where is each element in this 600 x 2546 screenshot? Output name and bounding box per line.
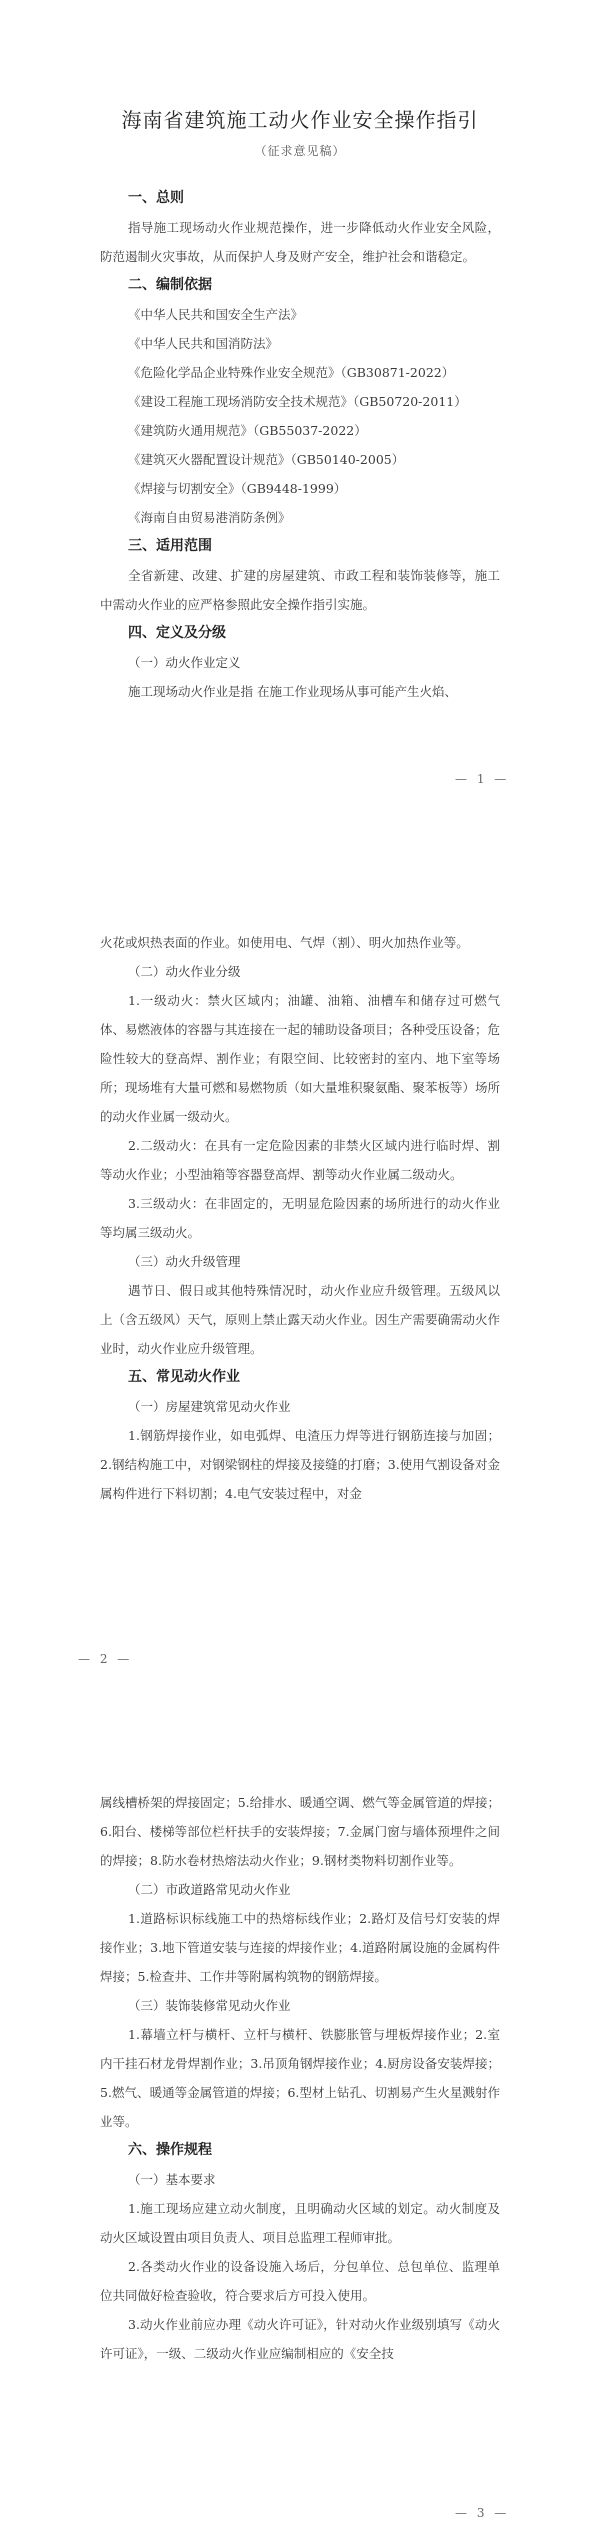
page-3-content bbox=[100, 1788, 500, 2368]
section-1-paragraph: 指导施工现场动火作业规范操作，进一步降低动火作业安全风险，防范遏制火灾事故，从而保护人身及财产安全，维护社会和谐稳定。 bbox=[100, 220, 500, 264]
requirement-2: 2.各类动火作业的设备设施入场后，分包单位、总包单位、监理单位共同做好检查验收，符合要求后方可投入使用。 bbox=[100, 2259, 500, 2303]
section-4-sub-1: （一）动火作业定义 bbox=[128, 655, 241, 670]
page-1-content bbox=[100, 184, 500, 706]
document-title: 海南省建筑施工动火作业安全操作指引 bbox=[121, 108, 479, 132]
reference-item: 《中华人民共和国安全生产法》 bbox=[128, 307, 304, 322]
page-number: — 2 — bbox=[78, 1652, 133, 1666]
grade-3-paragraph: 3.三级动火：在非固定的，无明显危险因素的场所进行的动火作业等均属三级动火。 bbox=[100, 1196, 500, 1240]
road-works-paragraph: 1.道路标识标线施工中的热熔标线作业；2.路灯及信号灯安装的焊接作业；3.地下管道安装与连接的焊接作业；4.道路附属设施的金属构件焊接；5.检查井、工作井等附属构筑物的钢筋焊接。 bbox=[100, 1911, 500, 1984]
page-3 bbox=[0, 1680, 600, 2546]
grade-2-paragraph: 2.二级动火：在具有一定危险因素的非禁火区域内进行临时焊、割等动火作业；小型油箱等容器登高焊、割等动火作业属二级动火。 bbox=[100, 1138, 500, 1182]
section-2-heading: 二、编制依据 bbox=[128, 277, 212, 293]
decoration-works-paragraph: 1.幕墙立杆与横杆、立杆与横杆、铁膨胀管与埋板焊接作业；2.室内干挂石材龙骨焊割作业；3.吊顶角钢焊接作业；4.厨房设备安装焊接；5.燃气、暖通等金属管道的焊接；6.型材上钻孔、切割易产生火星溅射作业等。 bbox=[100, 2027, 500, 2129]
section-5-sub-1: （一）房屋建筑常见动火作业 bbox=[128, 1399, 291, 1414]
page-number: — 1 — bbox=[455, 772, 510, 786]
reference-item: 《建设工程施工现场消防安全技术规范》（GB50720-2011） bbox=[128, 394, 467, 409]
section-6-sub-1: （一）基本要求 bbox=[128, 2172, 216, 2187]
reference-item: 《建筑防火通用规范》（GB55037-2022） bbox=[128, 423, 367, 438]
section-4-heading: 四、定义及分级 bbox=[128, 625, 226, 641]
building-works-start: 1.钢筋焊接作业，如电弧焊、电渣压力焊等进行钢筋连接与加固；2.钢结构施工中，对钢梁钢柱的焊接及接缝的打磨；3.使用气割设备对金属构件进行下料切割；4.电气安装过程中，对金 bbox=[100, 1428, 500, 1501]
page-number: — 3 — bbox=[455, 2506, 510, 2520]
section-5-sub-2: （二）市政道路常见动火作业 bbox=[128, 1882, 291, 1897]
section-3-heading: 三、适用范围 bbox=[128, 538, 212, 554]
section-3-paragraph: 全省新建、改建、扩建的房屋建筑、市政工程和装饰装修等，施工中需动火作业的应严格参照此安全操作指引实施。 bbox=[100, 568, 500, 612]
section-4-sub-3: （三）动火升级管理 bbox=[128, 1254, 241, 1269]
document-subtitle: （征求意见稿） bbox=[254, 144, 346, 158]
reference-item: 《建筑灭火器配置设计规范》（GB50140-2005） bbox=[128, 452, 405, 467]
building-works-end: 属线槽桥架的焊接固定；5.给排水、暖通空调、燃气等金属管道的焊接；6.阳台、楼梯等部位栏杆扶手的安装焊接；7.金属门窗与墙体预埋件之间的焊接；8.防水卷材热熔法动火作业；9.钢材类物料切割作业等。 bbox=[100, 1795, 500, 1868]
section-5-sub-3: （三）装饰装修常见动火作业 bbox=[128, 1998, 291, 2013]
reference-item: 《焊接与切割安全》（GB9448-1999） bbox=[128, 481, 347, 496]
section-4-sub-2: （二）动火作业分级 bbox=[128, 964, 241, 979]
section-5-heading: 五、常见动火作业 bbox=[128, 1369, 240, 1385]
page-2 bbox=[0, 820, 600, 1680]
grade-1-paragraph: 1.一级动火：禁火区域内；油罐、油箱、油槽车和储存过可燃气体、易燃液体的容器与其连接在一起的辅助设备项目；各种受压设备；危险性较大的登高焊、割作业；有限空间、比较密封的室内、地下室等场所；现场堆有大量可燃和易燃物质（如大量堆积聚氨酯、聚苯板等）场所的动火作业属一级动火。 bbox=[100, 993, 501, 1124]
page-1 bbox=[0, 0, 600, 820]
reference-item: 《海南自由贸易港消防条例》 bbox=[128, 510, 291, 525]
requirement-1: 1.施工现场应建立动火制度，且明确动火区域的划定。动火制度及动火区域设置由项目负责人、项目总监理工程师审批。 bbox=[100, 2201, 500, 2245]
upgrade-paragraph: 遇节日、假日或其他特殊情况时，动火作业应升级管理。五级风以上（含五级风）天气，原则上禁止露天动火作业。因生产需要确需动火作业时，动火作业应升级管理。 bbox=[100, 1283, 501, 1356]
section-6-heading: 六、操作规程 bbox=[128, 2142, 212, 2158]
section-4-definition-end: 火花或炽热表面的作业。如使用电、气焊（割）、明火加热作业等。 bbox=[100, 935, 469, 950]
reference-item: 《中华人民共和国消防法》 bbox=[128, 336, 279, 351]
page-2-content bbox=[100, 928, 500, 1508]
reference-item: 《危险化学品企业特殊作业安全规范》（GB30871-2022） bbox=[128, 365, 455, 380]
requirement-3: 3.动火作业前应办理《动火许可证》，针对动火作业级别填写《动火许可证》，一级、二级动火作业应编制相应的《安全技 bbox=[100, 2317, 500, 2361]
section-4-definition-start: 施工现场动火作业是指 在施工作业现场从事可能产生火焰、 bbox=[128, 684, 457, 699]
section-1-heading: 一、总则 bbox=[128, 190, 184, 206]
